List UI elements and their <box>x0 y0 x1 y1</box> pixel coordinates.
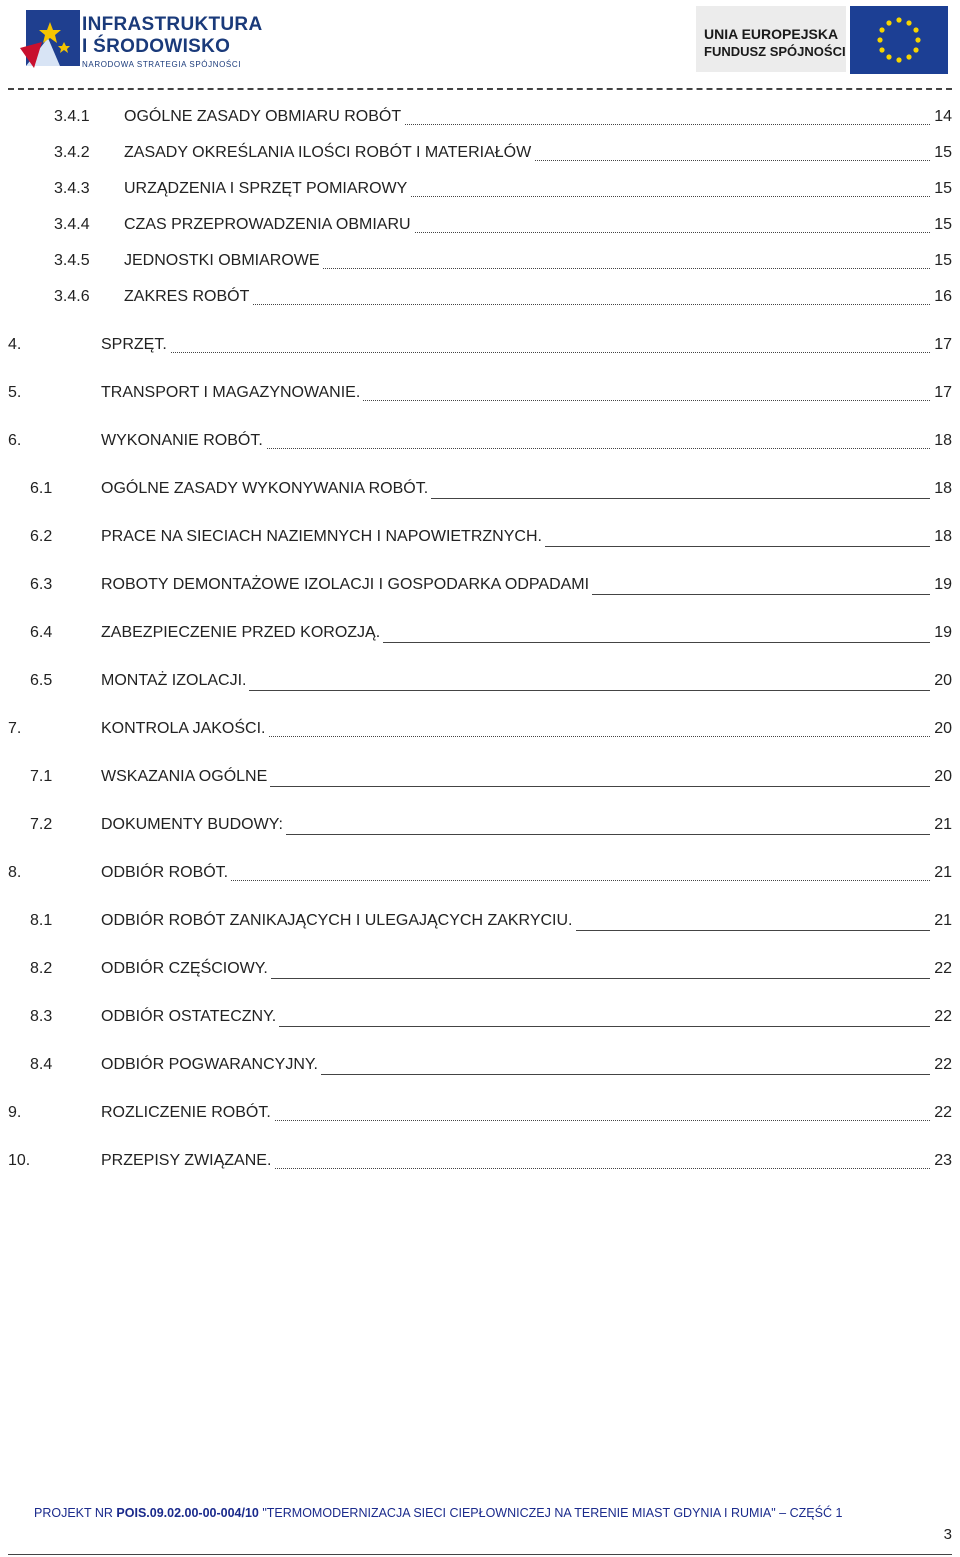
toc-entry-number: 8.2 <box>30 960 53 977</box>
infrastruktura-logo <box>20 8 263 70</box>
toc-entry <box>0 382 960 404</box>
toc-entry-title: OGÓLNE ZASADY WYKONYWANIA ROBÓT. <box>101 478 431 500</box>
toc-entry <box>0 958 960 980</box>
toc-entry <box>0 430 960 452</box>
toc-entry-page: 22 <box>931 1102 952 1124</box>
toc-entry <box>0 214 960 236</box>
toc-entry-page: 20 <box>931 766 952 788</box>
toc-entry-page: 23 <box>931 1150 952 1172</box>
toc-entry-title: ROBOTY DEMONTAŻOWE IZOLACJI I GOSPODARKA ODPADAMI <box>101 574 592 596</box>
toc-entry-number: 6.4 <box>30 624 53 641</box>
eu-logo <box>696 6 952 74</box>
toc-entry-number: 6.2 <box>30 528 53 545</box>
toc-entry <box>0 1054 960 1076</box>
toc-entry <box>0 250 960 272</box>
toc-entry <box>0 1102 960 1124</box>
toc-entry-title: ZASADY OKREŚLANIA ILOŚCI ROBÓT I MATERIAŁÓW <box>124 142 534 164</box>
toc-entry-page: 14 <box>931 106 952 128</box>
eu-logo-line-1: UNIA EUROPEJSKA <box>704 26 839 42</box>
toc-entry <box>0 814 960 836</box>
project-caption <box>34 1506 842 1520</box>
toc-entry <box>0 670 960 692</box>
page-header <box>0 0 960 100</box>
toc-entry-number: 6.1 <box>30 480 53 497</box>
toc-entry-title: ODBIÓR POGWARANCYJNY. <box>101 1054 321 1076</box>
toc-entry-page: 21 <box>931 910 952 932</box>
toc-entry-title: OGÓLNE ZASADY OBMIARU ROBÓT <box>124 106 404 128</box>
toc-entry <box>0 718 960 740</box>
toc-entry-number: 10. <box>8 1152 31 1169</box>
toc-entry <box>0 106 960 128</box>
toc-leader <box>101 352 930 353</box>
toc-entry <box>0 1006 960 1028</box>
toc-entry-page: 15 <box>931 214 952 236</box>
project-number: POIS.09.02.00-00-004/10 <box>116 1506 259 1520</box>
toc-entry-title: SPRZĘT. <box>101 334 170 356</box>
toc-entry-page: 19 <box>931 622 952 644</box>
toc-entry-title: JEDNOSTKI OBMIAROWE <box>124 250 323 272</box>
toc-entry-title: WYKONANIE ROBÓT. <box>101 430 266 452</box>
toc-entry-number: 6.5 <box>30 672 53 689</box>
eu-flag-icon <box>850 6 948 74</box>
logo-line-3: NARODOWA STRATEGIA SPÓJNOŚCI <box>82 60 242 69</box>
project-prefix: PROJEKT NR <box>34 1506 117 1520</box>
toc-entry <box>0 142 960 164</box>
toc-entry-number: 7. <box>8 720 22 737</box>
toc-entry <box>0 334 960 356</box>
toc-entry <box>0 910 960 932</box>
toc-entry-title: TRANSPORT I MAGAZYNOWANIE. <box>101 382 363 404</box>
toc-entry-page: 18 <box>931 478 952 500</box>
toc-entry-page: 17 <box>931 382 952 404</box>
toc-entry-page: 21 <box>931 862 952 884</box>
toc-entry-number: 8.1 <box>30 912 53 929</box>
toc-entry <box>0 526 960 548</box>
toc-entry <box>0 178 960 200</box>
eu-logo-panel <box>696 6 846 72</box>
toc-entry-number: 3.4.2 <box>54 144 90 161</box>
toc-entry-page: 19 <box>931 574 952 596</box>
toc-entry-title: ODBIÓR ROBÓT ZANIKAJĄCYCH I ULEGAJĄCYCH ZAKRYCIU. <box>101 910 576 932</box>
toc-entry-number: 7.1 <box>30 768 53 785</box>
toc-entry-title: CZAS PRZEPROWADZENIA OBMIARU <box>124 214 414 236</box>
toc-entry <box>0 286 960 308</box>
toc-entry-number: 8. <box>8 864 22 881</box>
toc-entry-title: ODBIÓR OSTATECZNY. <box>101 1006 279 1028</box>
toc-entry <box>0 574 960 596</box>
toc-entry-title: KONTROLA JAKOŚCI. <box>101 718 268 740</box>
toc-entry <box>0 766 960 788</box>
toc-entry-number: 8.4 <box>30 1056 53 1073</box>
toc-entry-page: 22 <box>931 1054 952 1076</box>
toc-entry-number: 3.4.3 <box>54 180 90 197</box>
toc-entry-number: 5. <box>8 384 22 401</box>
toc-entry-title: WSKAZANIA OGÓLNE <box>101 766 270 788</box>
logo-line-1: INFRASTRUKTURA <box>82 14 263 35</box>
toc-entry-title: ZAKRES ROBÓT <box>124 286 252 308</box>
eu-logo-line-2: FUNDUSZ SPÓJNOŚCI <box>704 44 846 59</box>
toc-entry-page: 15 <box>931 142 952 164</box>
header-divider <box>8 88 952 90</box>
toc-entry-number: 3.4.4 <box>54 216 90 233</box>
toc-entry-number: 3.4.1 <box>54 108 90 125</box>
toc-entry-page: 21 <box>931 814 952 836</box>
toc-entry-title: URZĄDZENIA I SPRZĘT POMIAROWY <box>124 178 410 200</box>
logo-line-2: I ŚRODOWISKO <box>82 36 231 57</box>
toc-entry-title: PRZEPISY ZWIĄZANE. <box>101 1150 274 1172</box>
toc-entry-page: 17 <box>931 334 952 356</box>
toc-entry-title: DOKUMENTY BUDOWY: <box>101 814 286 836</box>
toc-entry-number: 4. <box>8 336 22 353</box>
toc-entry-page: 18 <box>931 430 952 452</box>
infrastruktura-emblem-icon <box>20 8 82 70</box>
toc-entry-number: 3.4.5 <box>54 252 90 269</box>
toc-entry-page: 20 <box>931 718 952 740</box>
toc-entry-number: 9. <box>8 1104 22 1121</box>
page-footer <box>0 1500 960 1557</box>
toc-entry-number: 6. <box>8 432 22 449</box>
toc-entry-number: 7.2 <box>30 816 53 833</box>
toc-entry-title: ZABEZPIECZENIE PRZED KOROZJĄ. <box>101 622 383 644</box>
toc-entry <box>0 622 960 644</box>
toc-entry <box>0 478 960 500</box>
toc-entry-page: 15 <box>931 250 952 272</box>
toc-entry-page: 20 <box>931 670 952 692</box>
toc-entry-page: 18 <box>931 526 952 548</box>
toc-entry-title: ROZLICZENIE ROBÓT. <box>101 1102 274 1124</box>
toc-entry <box>0 1150 960 1172</box>
toc-entry-title: ODBIÓR CZĘŚCIOWY. <box>101 958 271 980</box>
page-number: 3 <box>943 1526 952 1543</box>
toc-entry-number: 6.3 <box>30 576 53 593</box>
toc-entry-title: MONTAŻ IZOLACJI. <box>101 670 249 692</box>
toc-entry <box>0 862 960 884</box>
toc-entry-page: 15 <box>931 178 952 200</box>
toc-entry-number: 8.3 <box>30 1008 53 1025</box>
toc-entry-page: 16 <box>931 286 952 308</box>
toc-entry-title: PRACE NA SIECIACH NAZIEMNYCH I NAPOWIETRZNYCH. <box>101 526 545 548</box>
project-name: "TERMOMODERNIZACJA SIECI CIEPŁOWNICZEJ NA TERENIE MIAST GDYNIA I RUMIA" – CZĘŚĆ 1 <box>258 1506 843 1520</box>
toc-entry-page: 22 <box>931 1006 952 1028</box>
toc-entry-title: ODBIÓR ROBÓT. <box>101 862 231 884</box>
toc-entry-number: 3.4.6 <box>54 288 90 305</box>
footer-rule <box>8 1554 952 1555</box>
toc-entry-page: 22 <box>931 958 952 980</box>
